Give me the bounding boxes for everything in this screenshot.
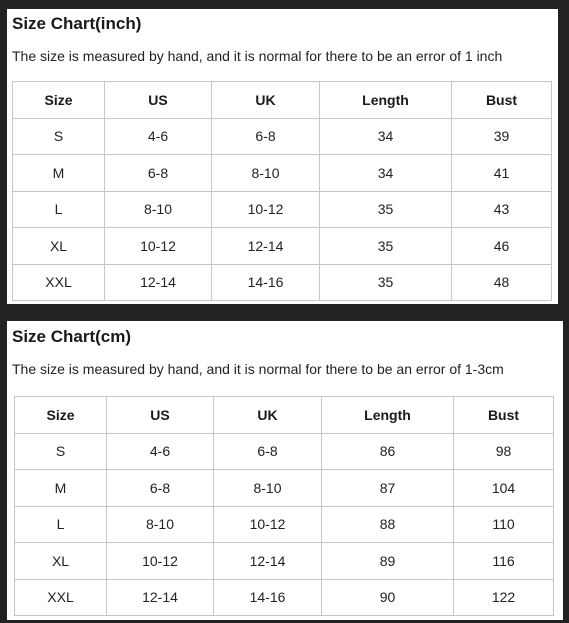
table-row xyxy=(13,155,552,192)
cell-uk: 8-10 xyxy=(212,155,320,192)
cell-us: 8-10 xyxy=(105,191,212,228)
cell-bust: 43 xyxy=(452,191,552,228)
cell-size: M xyxy=(13,155,105,192)
size-table-cm xyxy=(14,396,554,616)
cell-bust: 116 xyxy=(454,543,554,580)
table-header-row xyxy=(15,397,554,434)
header-us: US xyxy=(105,82,212,119)
cell-uk: 14-16 xyxy=(212,264,320,301)
cell-size: XXL xyxy=(15,579,107,616)
cell-size: L xyxy=(13,191,105,228)
header-us: US xyxy=(107,397,214,434)
cell-length: 86 xyxy=(322,433,454,470)
cell-length: 34 xyxy=(320,118,452,155)
cell-bust: 122 xyxy=(454,579,554,616)
cell-uk: 10-12 xyxy=(214,506,322,543)
header-uk: UK xyxy=(212,82,320,119)
cell-length: 34 xyxy=(320,155,452,192)
cell-size: S xyxy=(15,433,107,470)
cell-size: S xyxy=(13,118,105,155)
cell-size: XL xyxy=(13,228,105,265)
cell-length: 35 xyxy=(320,191,452,228)
cell-uk: 12-14 xyxy=(214,543,322,580)
header-uk: UK xyxy=(214,397,322,434)
table-row xyxy=(15,433,554,470)
cell-us: 12-14 xyxy=(107,579,214,616)
cell-uk: 14-16 xyxy=(214,579,322,616)
size-chart-cm-panel xyxy=(7,321,563,620)
header-size: Size xyxy=(15,397,107,434)
cell-size: L xyxy=(15,506,107,543)
cell-us: 8-10 xyxy=(107,506,214,543)
table-row xyxy=(13,118,552,155)
size-chart-cm-note: The size is measured by hand, and it is normal for there to be an error of 1-3cm xyxy=(12,361,504,377)
table-row xyxy=(15,470,554,507)
cell-us: 4-6 xyxy=(107,433,214,470)
cell-uk: 12-14 xyxy=(212,228,320,265)
cell-uk: 10-12 xyxy=(212,191,320,228)
cell-bust: 48 xyxy=(452,264,552,301)
header-bust: Bust xyxy=(454,397,554,434)
size-chart-cm-title: Size Chart(cm) xyxy=(12,327,132,346)
cell-length: 88 xyxy=(322,506,454,543)
table-row xyxy=(13,264,552,301)
header-length: Length xyxy=(322,397,454,434)
cell-uk: 8-10 xyxy=(214,470,322,507)
table-row xyxy=(15,543,554,580)
cell-size: M xyxy=(15,470,107,507)
cell-us: 12-14 xyxy=(105,264,212,301)
table-row xyxy=(15,506,554,543)
header-bust: Bust xyxy=(452,82,552,119)
cell-us: 4-6 xyxy=(105,118,212,155)
cell-us: 6-8 xyxy=(105,155,212,192)
table-row xyxy=(15,579,554,616)
cell-length: 90 xyxy=(322,579,454,616)
cell-us: 6-8 xyxy=(107,470,214,507)
cell-length: 89 xyxy=(322,543,454,580)
header-size: Size xyxy=(13,82,105,119)
size-chart-inch-note: The size is measured by hand, and it is normal for there to be an error of 1 inch xyxy=(12,48,503,64)
table-row xyxy=(13,191,552,228)
table-row xyxy=(13,228,552,265)
cell-bust: 110 xyxy=(454,506,554,543)
cell-uk: 6-8 xyxy=(214,433,322,470)
cell-length: 35 xyxy=(320,264,452,301)
cell-bust: 98 xyxy=(454,433,554,470)
size-table-inch xyxy=(12,81,552,301)
cell-length: 35 xyxy=(320,228,452,265)
cell-size: XL xyxy=(15,543,107,580)
cell-bust: 104 xyxy=(454,470,554,507)
cell-size: XXL xyxy=(13,264,105,301)
size-chart-inch-panel xyxy=(7,9,558,304)
cell-us: 10-12 xyxy=(107,543,214,580)
header-length: Length xyxy=(320,82,452,119)
cell-us: 10-12 xyxy=(105,228,212,265)
cell-bust: 39 xyxy=(452,118,552,155)
cell-length: 87 xyxy=(322,470,454,507)
cell-bust: 46 xyxy=(452,228,552,265)
table-header-row xyxy=(13,82,552,119)
cell-bust: 41 xyxy=(452,155,552,192)
cell-uk: 6-8 xyxy=(212,118,320,155)
size-chart-inch-title: Size Chart(inch) xyxy=(12,14,142,33)
